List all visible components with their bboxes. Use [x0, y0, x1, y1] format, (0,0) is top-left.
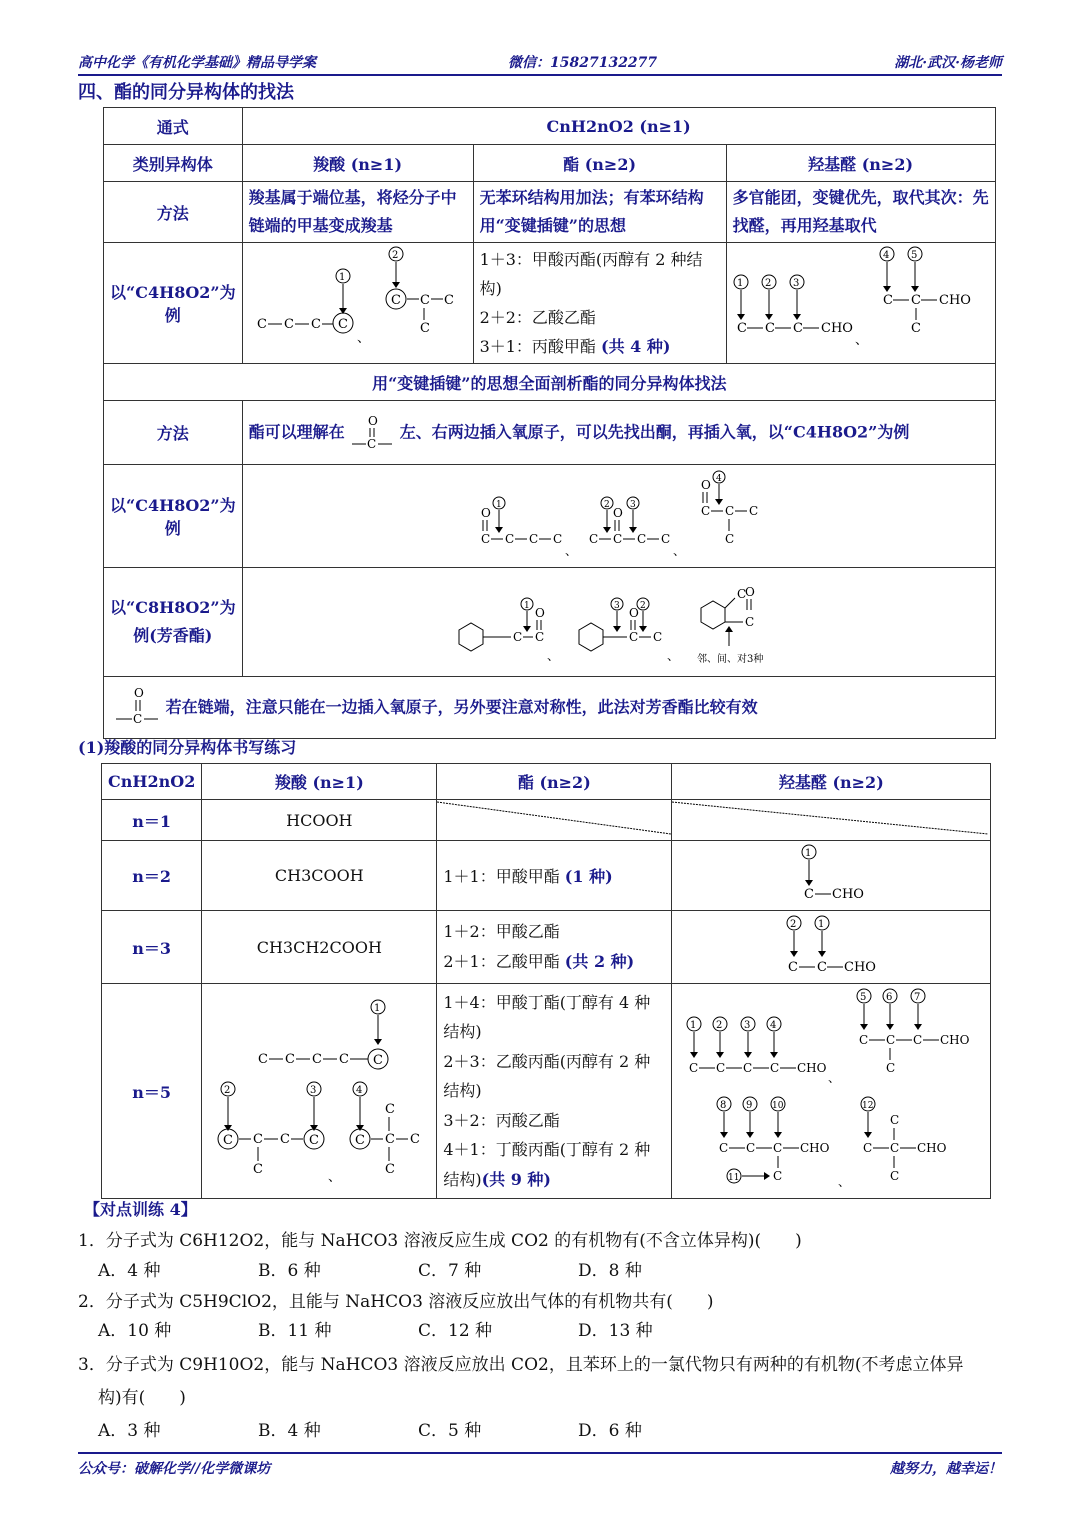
svg-text:1: 1 — [736, 278, 743, 289]
row-label-method-2: 方法 — [104, 401, 243, 465]
svg-text:8: 8 — [720, 1100, 727, 1111]
svg-text:5: 5 — [860, 992, 867, 1003]
svg-text:4: 4 — [770, 1020, 777, 1031]
svg-text:C: C — [309, 1133, 320, 1148]
svg-text:C: C — [886, 1033, 896, 1047]
svg-text:C: C — [910, 321, 921, 336]
insert-bond-title: 用“变键插键”的思想全面剖析酯的同分异构体找法 — [104, 364, 996, 401]
t2-hydroxy-n3 — [672, 911, 991, 984]
svg-text:C: C — [310, 317, 321, 332]
t2-hydroxy-n5 — [672, 984, 991, 1199]
t2-ester-n3-line-2-text: 2＋1：乙酸甲酯 — [443, 952, 560, 971]
svg-text:C: C — [913, 1033, 923, 1047]
row-label-c4h8o2: 以“C4H8O2”为例 — [104, 243, 243, 364]
svg-text:、: 、 — [564, 544, 577, 558]
svg-text:O: O — [534, 606, 545, 620]
t2-hydroxy-n2 — [672, 841, 991, 911]
ester-c4-line-2: 2＋2：乙酸乙酯 — [479, 308, 596, 327]
t2-ester-n5-line-1: 1＋4：甲酸丁酯(丁醇有 4 种结构) — [443, 992, 651, 1042]
svg-text:C: C — [528, 532, 538, 546]
svg-text:C: C — [256, 317, 267, 332]
svg-text:C: C — [339, 1052, 350, 1067]
svg-text:2: 2 — [716, 1020, 723, 1031]
svg-text:、: 、 — [838, 1175, 851, 1189]
svg-text:O: O — [700, 478, 711, 492]
svg-text:C: C — [223, 1133, 234, 1148]
svg-text:4: 4 — [715, 474, 722, 484]
svg-text:3: 3 — [629, 500, 636, 510]
svg-text:C: C — [385, 1132, 396, 1147]
t2-hydroxy-n3-diagram — [678, 913, 978, 977]
svg-text:1: 1 — [374, 1003, 381, 1014]
aromatic-ester-structures — [242, 568, 995, 677]
q1-option-b: B．6 种 — [258, 1261, 321, 1281]
svg-text:CHO: CHO — [800, 1141, 830, 1155]
svg-text:C: C — [746, 1141, 756, 1155]
svg-text:C: C — [724, 504, 734, 518]
header-right: 湖北·武汉·杨老师 — [894, 55, 1002, 71]
ester-c4-line-3-text: 3＋1：丙酸甲酯 — [479, 337, 596, 356]
svg-text:O: O — [368, 413, 379, 428]
chain-end-note — [104, 677, 996, 739]
q2-option-c: C．12 种 — [418, 1321, 493, 1341]
t2-ester-n1-empty — [437, 800, 672, 841]
svg-text:9: 9 — [746, 1100, 753, 1111]
acid-isomer-practice-table — [101, 763, 991, 1199]
svg-text:C: C — [736, 321, 747, 336]
svg-text:C: C — [612, 532, 622, 546]
header-left: 高中化学《有机化学基础》精品导学案 — [78, 55, 316, 71]
svg-text:7: 7 — [914, 992, 921, 1003]
svg-text:C: C — [133, 711, 143, 726]
svg-text:C: C — [337, 317, 348, 332]
svg-text:O: O — [134, 685, 144, 700]
svg-text:C: C — [419, 293, 430, 308]
general-formula: CnH2nO2 (n≥1) — [242, 108, 995, 145]
row-label-formula: 通式 — [104, 108, 243, 145]
svg-text:3: 3 — [744, 1020, 751, 1031]
svg-text:CHO: CHO — [938, 293, 971, 308]
svg-text:C: C — [660, 532, 670, 546]
row-label-c4h8o2-2: 以“C4H8O2”为例 — [104, 465, 243, 568]
svg-text:C: C — [743, 1061, 753, 1075]
q3-option-c: C．5 种 — [418, 1421, 482, 1441]
t2-acid-n1: HCOOH — [202, 800, 437, 841]
svg-text:1: 1 — [805, 847, 812, 859]
slash-line — [437, 800, 671, 836]
svg-text:1: 1 — [338, 272, 345, 283]
svg-text:、: 、 — [854, 333, 868, 348]
question-3: 3．分子式为 C9H10O2，能与 NaHCO3 溶液反应放出 CO2，且苯环上的一氯代物只有两种的有机物(不考虑立体异 — [78, 1355, 964, 1375]
svg-text:C: C — [355, 1133, 366, 1148]
svg-text:12: 12 — [862, 1101, 874, 1111]
svg-text:O: O — [628, 606, 639, 620]
svg-text:、: 、 — [672, 544, 685, 558]
svg-text:2: 2 — [639, 601, 646, 611]
svg-text:C: C — [788, 960, 799, 975]
t2-ester-n5-line-4 — [443, 1135, 665, 1194]
svg-text:C: C — [283, 317, 294, 332]
svg-text:、: 、 — [828, 1071, 841, 1085]
svg-text:O: O — [612, 506, 623, 520]
aromatic-note: 邻、间、对3种 — [696, 654, 763, 665]
header-center: 微信：15827132277 — [508, 55, 658, 71]
q2-option-d: D．13 种 — [578, 1321, 653, 1341]
svg-text:C: C — [480, 532, 490, 546]
svg-text:、: 、 — [328, 1170, 342, 1185]
svg-text:C: C — [312, 1052, 323, 1067]
t2-acid-n2: CH3COOH — [202, 841, 437, 911]
t2-ester-n3 — [437, 911, 672, 984]
row-label-c8h8o2: 以“C8H8O2”为例(芳香酯) — [104, 568, 243, 677]
method-text-a: 酯可以理解在 — [248, 422, 345, 441]
question-1: 1．分子式为 C6H12O2，能与 NaHCO3 溶液反应生成 CO2 的有机物有(不含立体异构)( ) — [78, 1231, 802, 1251]
svg-text:1: 1 — [818, 919, 825, 930]
t2-ester-n3-line-2 — [443, 947, 665, 977]
ketone-insert-structures — [242, 465, 995, 568]
q3-option-b: B．4 种 — [258, 1421, 321, 1441]
slash-line-2 — [672, 800, 988, 836]
ester-c4-line-3 — [480, 332, 720, 361]
row-label-method: 方法 — [104, 182, 243, 243]
t2-head-hydroxy-aldehyde: 羟基醛 (n≥2) — [672, 764, 991, 800]
svg-text:C: C — [764, 321, 775, 336]
carbonyl-symbol-2 — [110, 683, 160, 733]
svg-text:、: 、 — [666, 649, 679, 663]
svg-text:C: C — [373, 1053, 384, 1068]
insert-bond-method — [242, 401, 995, 465]
svg-text:C: C — [817, 960, 828, 975]
svg-text:C: C — [748, 504, 758, 518]
t2-hydroxy-n2-diagram — [678, 844, 978, 904]
col-acid: 羧酸 (n≥1) — [242, 145, 473, 182]
svg-text:C: C — [700, 504, 710, 518]
svg-text:3: 3 — [310, 1085, 317, 1096]
method-acid: 羧基属于端位基，将烃分子中链端的甲基变成羧基 — [242, 182, 473, 243]
page-header — [78, 50, 1002, 76]
t2-ester-n3-total: (共 2 种) — [564, 952, 635, 971]
svg-text:2: 2 — [790, 919, 797, 930]
svg-text:C: C — [859, 1033, 869, 1047]
chain-end-note-text: 若在链端，注意只能在一边插入氧原子，另外要注意对称性，此法对芳香酯比较有效 — [165, 697, 758, 716]
t2-ester-n2-total: (1 种) — [564, 867, 613, 886]
svg-text:CHO: CHO — [917, 1141, 947, 1155]
svg-text:4: 4 — [356, 1085, 363, 1096]
svg-text:C: C — [280, 1132, 291, 1147]
svg-text:C: C — [504, 532, 514, 546]
page-footer — [78, 1452, 1002, 1478]
t2-ester-n5-line-2: 2＋3：乙酸丙酯(丙醇有 2 种结构) — [443, 1051, 651, 1101]
t2-acid-n3: CH3CH2COOH — [202, 911, 437, 984]
svg-text:6: 6 — [886, 992, 893, 1003]
svg-text:C: C — [385, 1162, 396, 1177]
acid-structures — [242, 243, 473, 364]
aromatic-ester-diagram — [249, 570, 989, 670]
q3-option-d: D．6 种 — [578, 1421, 642, 1441]
q2-option-a: A．10 种 — [98, 1321, 172, 1341]
svg-text:5: 5 — [910, 250, 917, 261]
t2-head-acid: 羧酸 (n≥1) — [202, 764, 437, 800]
svg-text:C: C — [253, 1162, 264, 1177]
svg-text:C: C — [882, 293, 893, 308]
svg-text:C: C — [628, 630, 638, 644]
svg-text:C: C — [253, 1132, 264, 1147]
t2-acid-n5-diagram — [208, 989, 430, 1189]
svg-text:C: C — [792, 321, 803, 336]
svg-text:C: C — [736, 587, 746, 601]
method-ester: 无苯环结构用加法；有苯环结构用“变键插键”的思想 — [473, 182, 726, 243]
svg-text:C: C — [804, 886, 815, 902]
t2-row-n5: n＝5 — [102, 984, 202, 1199]
svg-text:CHO: CHO — [820, 321, 853, 336]
svg-text:3: 3 — [792, 278, 799, 289]
q2-option-b: B．11 种 — [258, 1321, 332, 1341]
t2-head-ester: 酯 (n≥2) — [437, 764, 672, 800]
t2-head-formula: CnH2nO2 — [102, 764, 202, 800]
t2-hydroxy-n1-empty — [672, 800, 991, 841]
svg-text:C: C — [716, 1061, 726, 1075]
svg-text:C: C — [910, 293, 921, 308]
svg-text:CHO: CHO — [797, 1061, 827, 1075]
svg-text:C: C — [419, 321, 430, 336]
t2-ester-n2 — [437, 841, 672, 911]
svg-text:C: C — [724, 532, 734, 546]
carbonyl-symbol — [350, 413, 394, 453]
svg-text:4: 4 — [882, 250, 889, 261]
svg-text:C: C — [390, 293, 401, 308]
t2-acid-n5 — [202, 984, 437, 1199]
q1-option-d: D．8 种 — [578, 1261, 642, 1281]
svg-text:C: C — [890, 1113, 900, 1127]
method-hydroxy-aldehyde: 多官能团，变键优先，取代其次：先找醛，再用羟基取代 — [726, 182, 995, 243]
t2-row-n1: n＝1 — [102, 800, 202, 841]
footer-left: 公众号：破解化学//化学微课坊 — [78, 1461, 271, 1477]
ester-method-table — [103, 107, 996, 739]
svg-text:O: O — [480, 506, 491, 520]
t2-ester-n5-line-4-text: 4＋1：丁酸丙酯(丁醇有 2 种结构) — [443, 1140, 651, 1189]
t2-ester-n3-line-1: 1＋2：甲酸乙酯 — [443, 922, 560, 941]
svg-text:C: C — [890, 1141, 900, 1155]
t2-row-n2: n＝2 — [102, 841, 202, 911]
q1-option-a: A．4 种 — [98, 1261, 161, 1281]
row-label-isomer: 类别异构体 — [104, 145, 243, 182]
svg-text:CHO: CHO — [940, 1033, 970, 1047]
svg-text:C: C — [285, 1052, 296, 1067]
svg-text:、: 、 — [546, 649, 559, 663]
col-ester: 酯 (n≥2) — [473, 145, 726, 182]
footer-right: 越努力，越幸运！ — [890, 1461, 1002, 1477]
ester-c4-line-1: 1＋3：甲酸丙酯(丙醇有 2 种结构) — [479, 250, 703, 298]
svg-text:2: 2 — [391, 250, 398, 261]
svg-text:C: C — [744, 615, 754, 629]
t2-ester-n5-total: (共 9 种) — [481, 1169, 551, 1189]
svg-text:2: 2 — [603, 500, 610, 510]
practice-subtitle: (1)羧酸的同分异构体书写练习 — [78, 738, 297, 757]
q1-option-c: C．7 种 — [418, 1261, 482, 1281]
svg-text:C: C — [258, 1052, 269, 1067]
svg-text:O: O — [744, 585, 755, 599]
svg-text:C: C — [652, 630, 662, 644]
col-hydroxy-aldehyde: 羟基醛 (n≥2) — [726, 145, 995, 182]
svg-text:C: C — [367, 436, 377, 451]
svg-text:C: C — [534, 630, 544, 644]
question-2: 2．分子式为 C5H9ClO2，且能与 NaHCO3 溶液反应放出气体的有机物共有( ) — [78, 1292, 714, 1312]
svg-text:C: C — [410, 1132, 421, 1147]
svg-text:1: 1 — [495, 500, 502, 510]
svg-text:C: C — [588, 532, 598, 546]
svg-text:C: C — [886, 1061, 896, 1075]
svg-text:C: C — [443, 293, 454, 308]
svg-text:2: 2 — [224, 1085, 231, 1096]
q3-option-a: A．3 种 — [98, 1421, 161, 1441]
svg-text:C: C — [773, 1141, 783, 1155]
section-title: 四、酯的同分异构体的找法 — [78, 82, 294, 103]
ester-c4-list — [473, 243, 726, 364]
svg-text:C: C — [385, 1102, 396, 1117]
question-3-cont: 构)有( ) — [98, 1388, 186, 1408]
svg-text:、: 、 — [356, 331, 370, 346]
ketone-insert-diagram — [249, 467, 989, 561]
practice-title: 【对点训练 4】 — [84, 1200, 197, 1219]
t2-row-n3: n＝3 — [102, 911, 202, 984]
ester-c4-total: (共 4 种) — [601, 337, 671, 356]
svg-text:2: 2 — [764, 278, 771, 289]
svg-text:1: 1 — [523, 601, 530, 611]
svg-text:C: C — [863, 1141, 873, 1155]
svg-text:CHO: CHO — [844, 960, 877, 975]
svg-text:11: 11 — [728, 1173, 740, 1183]
svg-text:3: 3 — [613, 601, 620, 611]
svg-text:CHO: CHO — [832, 886, 865, 902]
acid-structure-diagram — [249, 246, 464, 356]
t2-hydroxy-n5-diagram — [678, 986, 984, 1192]
t2-ester-n5 — [437, 984, 672, 1199]
svg-text:C: C — [770, 1061, 780, 1075]
svg-text:1: 1 — [690, 1020, 697, 1031]
svg-text:10: 10 — [772, 1101, 784, 1111]
svg-text:C: C — [689, 1061, 699, 1075]
t2-ester-n2-line: 1＋1：甲酸甲酯 — [443, 867, 560, 886]
method-text-b: 左、右两边插入氧原子，可以先找出酮，再插入氧，以“C4H8O2”为例 — [399, 422, 910, 441]
svg-text:C: C — [512, 630, 522, 644]
svg-text:C: C — [552, 532, 562, 546]
hydroxy-aldehyde-structures — [726, 243, 995, 364]
svg-text:C: C — [773, 1169, 783, 1183]
hydroxy-aldehyde-diagram — [733, 246, 988, 356]
svg-text:C: C — [719, 1141, 729, 1155]
svg-text:C: C — [636, 532, 646, 546]
svg-text:C: C — [890, 1169, 900, 1183]
t2-ester-n5-line-3: 3＋2：丙酸乙酯 — [443, 1110, 560, 1130]
